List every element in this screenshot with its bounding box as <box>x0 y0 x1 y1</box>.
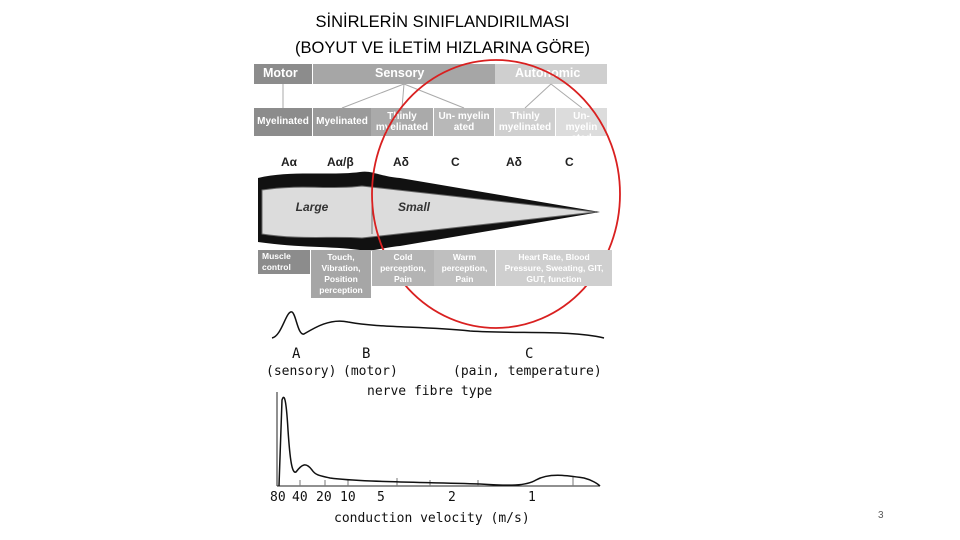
function-label: Touch, Vibration, Position perception <box>319 252 363 295</box>
size-label-large: Large <box>295 200 329 214</box>
function-label: Muscle control <box>262 251 291 272</box>
category-label-sensory: Sensory <box>375 66 425 80</box>
fibre-role-motor: (motor) <box>343 364 398 379</box>
function-label: Cold perception, Pain <box>380 252 426 284</box>
category-label-motor: Motor <box>263 66 298 80</box>
x-tick-label: 40 <box>292 490 308 505</box>
fibre-letter-b: B <box>362 346 371 362</box>
myelination-label: Un- myelin ated <box>438 111 490 133</box>
myelination-label: Myelinated <box>316 116 368 127</box>
x-axis-label: conduction velocity (m/s) <box>334 511 530 526</box>
function-label: Warm perception, Pain <box>441 252 488 284</box>
fibre-axis-label: nerve fibre type <box>367 384 493 399</box>
myelination-label: Thinly myelinated <box>375 111 429 133</box>
slide-title-line-2: (BOYUT VE İLETİM HIZLARINA GÖRE) <box>295 39 590 57</box>
size-label-small: Small <box>397 200 430 214</box>
x-tick-label: 10 <box>340 490 356 505</box>
myelination-label: Thinly myelinated <box>498 111 552 133</box>
fibre-class-label: C <box>451 155 460 169</box>
myelination-label: Myelinated <box>257 116 309 127</box>
fibre-class-label: Aα <box>281 155 298 169</box>
x-tick-label: 5 <box>377 490 385 505</box>
fibre-class-label: Aδ <box>506 155 522 169</box>
fibre-role-pain: (pain, temperature) <box>453 364 602 379</box>
x-tick-label: 1 <box>528 490 536 505</box>
fibre-role-sensory: (sensory) <box>266 364 337 379</box>
velocity-distribution-trace <box>279 397 600 486</box>
slide-title-line-1: SİNİRLERİN SINIFLANDIRILMASI <box>315 13 570 31</box>
fibre-class-label: Aδ <box>393 155 409 169</box>
x-tick-label: 20 <box>316 490 332 505</box>
slide-number: 3 <box>878 510 884 521</box>
fibre-class-label: Aα/β <box>327 155 354 169</box>
x-tick-label: 80 <box>270 490 286 505</box>
function-label: Heart Rate, Blood Pressure, Sweating, GIT, GUT, function <box>504 252 604 284</box>
fibre-class-label: C <box>565 155 574 169</box>
fibre-letter-c: C <box>525 346 534 362</box>
x-tick-label: 2 <box>448 490 456 505</box>
category-label-autonomic: Autonomic <box>515 66 581 80</box>
myelination-label: Un- myelin ated <box>565 111 598 144</box>
fibre-letter-a: A <box>292 346 301 362</box>
